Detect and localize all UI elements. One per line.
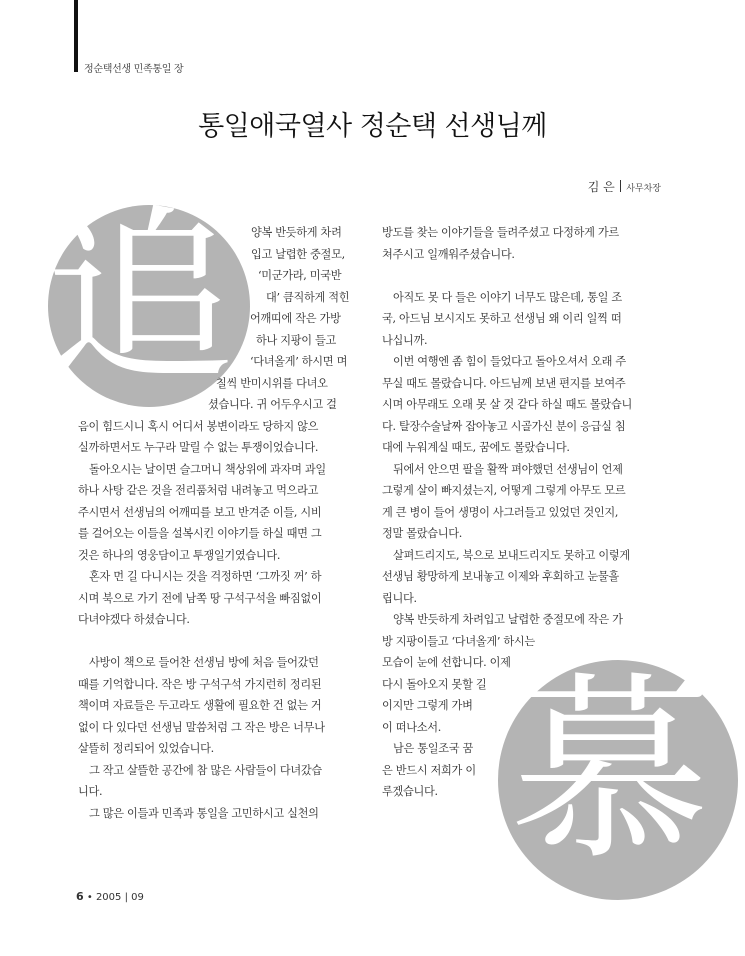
text-line: 대’ 큼직하게 적힌 (266, 290, 350, 304)
text-line: 모습이 눈에 선합니다. 이제 (382, 656, 511, 669)
text-line: 다. 탈장수술날짜 잡아놓고 시골가신 분이 응급실 침 (382, 419, 626, 433)
top-rule (74, 0, 78, 72)
text-line (382, 265, 666, 287)
text-line: 하나 사탕 같은 것을 전리품처럼 내려놓고 먹으라고 (78, 484, 319, 497)
text-line: 그 많은 이들과 민족과 통일을 고민하시고 실천의 (89, 806, 319, 820)
text-line: 칠씩 반미시위를 다녀오 (216, 376, 328, 390)
left-column (78, 222, 362, 824)
text-line: 사방이 책으로 들어찬 선생님 방에 처음 들어갔던 (89, 656, 319, 669)
text-line: 다녀야겠다 하셨습니다. (78, 613, 190, 626)
text-line: 셨습니다. 귀 어두우시고 걸 (208, 398, 337, 411)
text-line: 국, 아드님 보시지도 못하고 선생님 왜 이리 일찍 떠 (382, 312, 622, 325)
author-role: 사무차장 (626, 184, 661, 194)
text-line: 이번 여행엔 좀 힘이 들었다고 돌아오셔서 오래 주 (393, 355, 626, 368)
text-line: 선생님 황망하게 보내놓고 이제와 후회하고 눈물흘 (382, 570, 619, 583)
text-line: ‘미군가라, 미국반 (258, 269, 342, 282)
text-line: 실까하면서도 누구라 말릴 수 없는 투쟁이었습니다. (78, 441, 319, 454)
text-line: 무실 때도 몰랐습니다. 아드님께 보낸 편지를 보여주 (382, 376, 626, 390)
text-line: 양복 반듯하게 차려입고 날렵한 중절모에 작은 가 (393, 613, 623, 626)
text-line: 살펴드리지도, 북으로 보내드리지도 못하고 이렇게 (393, 548, 630, 562)
byline-divider (620, 180, 622, 192)
text-line: 돌아오시는 날이면 슬그머니 책상위에 과자며 과일 (89, 462, 326, 476)
text-line: 시며 아무래도 오래 못 살 것 같다 하실 때도 몰랐습니 (382, 398, 632, 411)
text-line: 이 떠나소서. (382, 720, 442, 734)
text-line: 양복 반듯하게 차려 (251, 226, 342, 239)
text-line: 나십니까. (382, 333, 428, 347)
text-line: 그 작고 살뜰한 공간에 참 많은 사람들이 다녀갔습 (89, 763, 322, 777)
text-line: 니다. (78, 785, 103, 798)
text-line: 를 걸어오는 이들을 설복시킨 이야기들 하실 때면 그 (78, 527, 322, 540)
right-column (382, 222, 666, 803)
text-line: 주시면서 선생님의 어깨띠를 보고 반겨준 이들, 시비 (78, 505, 322, 519)
text-line: 대에 누워계실 때도, 꿈에도 몰랐습니다. (382, 441, 570, 454)
text-line: 은 반드시 저희가 이 (382, 763, 476, 777)
text-line: 다시 돌아오지 못할 길 (382, 677, 487, 691)
author-name: 김 은 (587, 180, 615, 194)
footer-dot: • (86, 892, 93, 903)
text-line: 혼자 먼 길 다니시는 것을 걱정하면 ‘그까짓 꺼’ 하 (89, 570, 322, 583)
text-line: 루겠습니다. (382, 785, 438, 798)
text-line: 남은 통일조국 꿈 (393, 742, 474, 755)
text-line: 때를 기억합니다. 작은 방 구석구석 가지런히 정리된 (78, 677, 322, 691)
page-number: 6 (76, 890, 84, 903)
text-line: 게 큰 병이 들어 생명이 사그러들고 있었던 것인지, (382, 505, 619, 519)
text-line: 방도를 찾는 이야기들을 들려주셨고 다정하게 가르 (382, 226, 619, 239)
text-line: 정말 몰랐습니다. (382, 527, 463, 540)
issue-date: 2005 | 09 (95, 892, 144, 903)
section-label: 정순택선생 민족통일 장 (84, 64, 184, 75)
text-line: 쳐주시고 일깨워주셨습니다. (382, 247, 515, 261)
byline (588, 178, 661, 195)
text-line: 방 지팡이들고 ‘다녀올게’ 하시는 (382, 634, 535, 648)
text-line: 책이며 자료들은 두고라도 생활에 필요한 건 없는 거 (78, 699, 322, 712)
article-title: 통일애국열사 정순택 선생님께 (198, 111, 547, 142)
text-line: 하나 지팡이 들고 (256, 333, 337, 347)
text-line: 아직도 못 다 들은 이야기 너무도 많은데, 통일 조 (393, 290, 622, 304)
text-line: 시며 북으로 가기 전에 남쪽 땅 구석구석을 빠짐없이 (78, 591, 322, 605)
text-line: 없이 다 있다던 선생님 말씀처럼 그 작은 방은 너무나 (78, 720, 325, 734)
text-line: 이지만 그렇게 가벼 (382, 699, 473, 712)
text-line: 그렇게 살이 빠지셨는지, 어떻게 그렇게 아무도 모르 (382, 484, 626, 497)
text-line: ‘다녀올게’ 하시면 며 (250, 355, 348, 368)
text-line: 입고 날렵한 중절모, (251, 247, 345, 261)
text-line: 립니다. (382, 591, 417, 605)
text-line (78, 631, 362, 653)
text-line: 음이 힘드시니 혹시 어디서 봉변이라도 당하지 않으 (78, 419, 319, 433)
page-footer (76, 890, 144, 903)
text-line: 어깨띠에 작은 가방 (250, 312, 341, 325)
decor-char-mo: 慕 (510, 655, 711, 888)
text-line: 살뜰히 정리되어 있었습니다. (78, 742, 214, 755)
text-line: 뒤에서 안으면 팔을 활짝 펴야했던 선생님이 언제 (393, 462, 623, 476)
decor-char-chu: 追 (44, 188, 235, 409)
text-line: 것은 하나의 영웅담이고 투쟁일기였습니다. (78, 548, 281, 562)
